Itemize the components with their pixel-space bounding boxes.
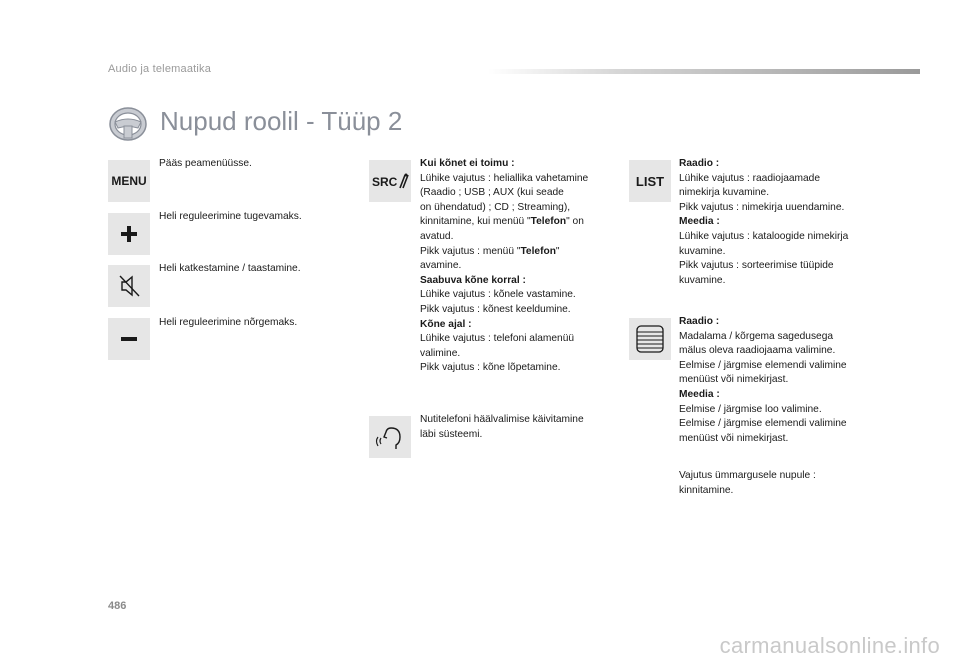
- volume-up-description: Heli reguleerimine tugevamaks.: [159, 211, 302, 222]
- press-description: Vajutus ümmargusele nupule : kinnitamine.: [679, 470, 816, 496]
- voice-command-icon: [369, 416, 411, 458]
- watermark: carmanualsonline.info: [719, 633, 940, 658]
- scroll-wheel-icon: [629, 318, 671, 360]
- page-title: Nupud roolil - Tüüp 2: [160, 106, 403, 136]
- list-button-icon: [629, 160, 671, 202]
- minus-icon: [108, 318, 150, 360]
- src-description: Kui kõnet ei toimu : Lühike vajutus : heliallika vahetamine (Raadio ; USB ; AUX (kui seade on ühendatud) ; CD ; Streaming), kinnitamine, kui menüü "Telefon" on avatud. Pikk vajutus : menüü "Telefon" avamine. Saabuva kõne korral : Lühike vajutus : kõnele vastamine. Pikk vajutus : kõnest keeldumine. Kõne ajal : Lühike vajutus : telefoni alamenüü valimine. Pikk vajutus : kõne lõpetamine.: [420, 158, 589, 374]
- list-button-label: LIST: [635, 173, 665, 189]
- mute-description: Heli katkestamine / taastamine.: [159, 263, 301, 274]
- steering-wheel-icon: [108, 106, 148, 142]
- plus-icon: [108, 213, 150, 255]
- src-button-label: SRC: [372, 175, 398, 189]
- src-button-icon: [369, 160, 411, 202]
- wheel-description: Raadio : Madalama / kõrgema sagedusega mälus oleva raadiojaama valimine. Eelmise / järgmise elemendi valimine menüüst või nimekirjast. Meedia : Eelmise / järgmise loo valimine. Eelmise / järgmise elemendi valimine menüüst või nimekirjast.: [679, 316, 847, 444]
- page-number: 486: [108, 600, 127, 612]
- volume-down-description: Heli reguleerimine nõrgemaks.: [159, 317, 298, 328]
- voice-description: Nutitelefoni häälvalimise käivitamine läbi süsteemi.: [420, 414, 584, 440]
- section-header: Audio ja telemaatika: [108, 63, 212, 75]
- mute-icon: [108, 265, 150, 307]
- list-description: Raadio : Lühike vajutus : raadiojaamade nimekirja kuvamine. Pikk vajutus : nimekirja uuendamine. Meedia : Lühike vajutus : kataloogide nimekirja kuvamine. Pikk vajutus : sorteerimise tüüpide kuvamine.: [679, 158, 849, 286]
- header-divider: [488, 69, 920, 74]
- menu-button-label: MENU: [111, 174, 147, 188]
- menu-button-icon: [108, 160, 150, 202]
- menu-description: Pääs peamenüüsse.: [159, 158, 252, 169]
